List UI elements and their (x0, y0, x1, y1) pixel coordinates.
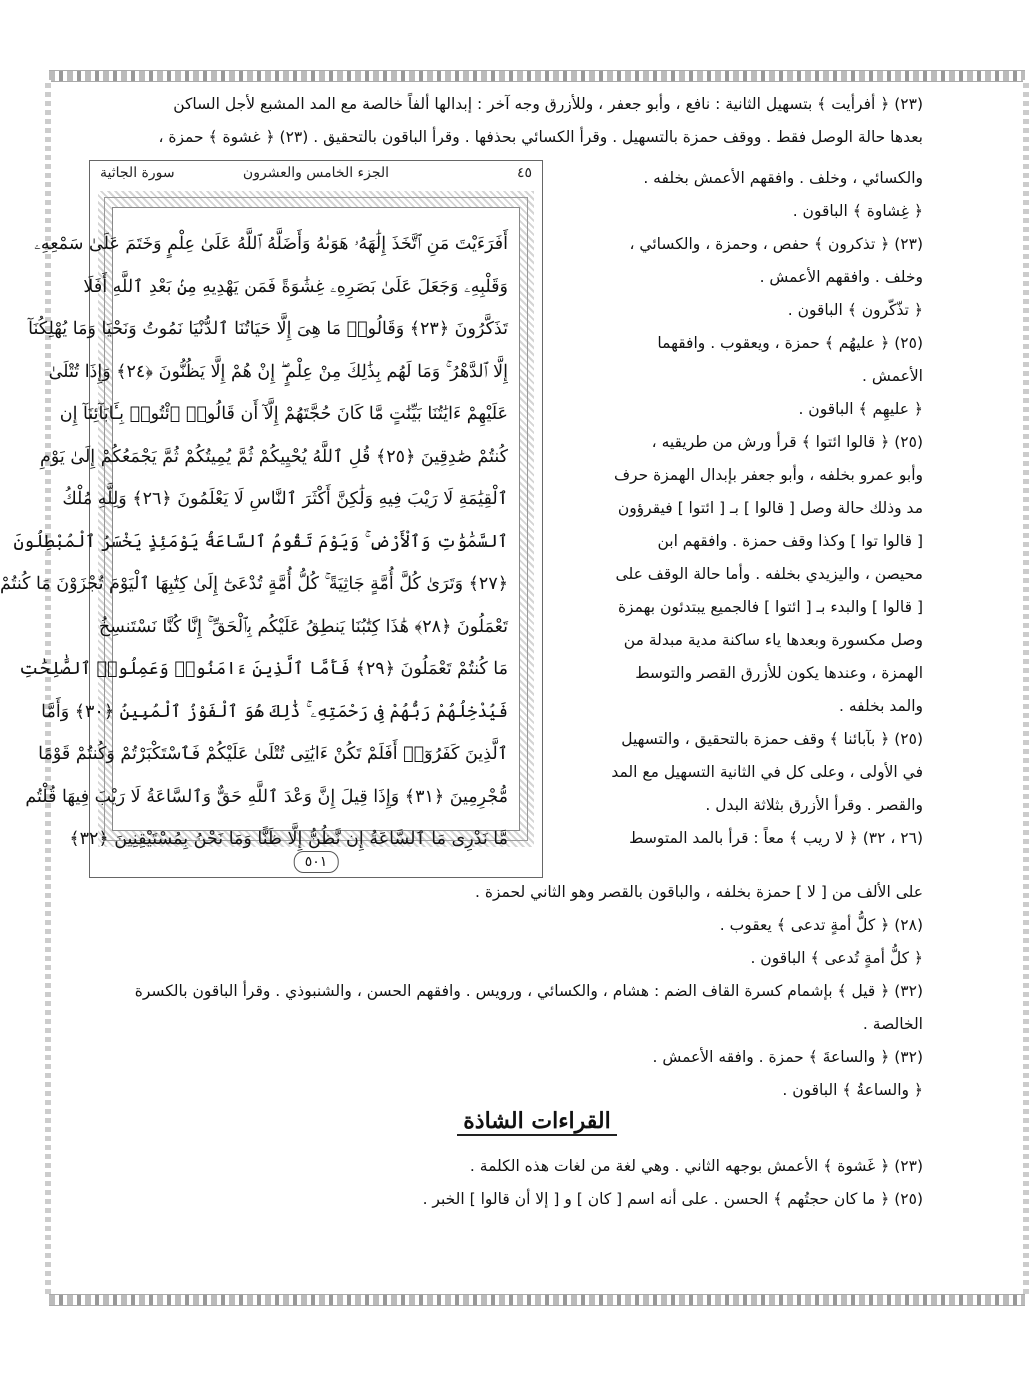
text-line: ﴿ والساعةُ ﴾ الباقون . (782, 1081, 923, 1099)
quran-line: مُّجْرِمِينَ ﴿٣١﴾ وَإِذَا قِيلَ إِنَّ وَعْدَ ٱللَّهِ حَقٌّ وَٱلسَّاعَةُ لَا رَيْبَ فِيهَا قُلْتُم (25, 786, 508, 807)
quran-line: كُنتُمْ صَٰدِقِينَ ﴿٢٥﴾ قُلِ ٱللَّهُ يُحْيِيكُمْ ثُمَّ يُمِيتُكُمْ ثُمَّ يَجْمَعُكُمْ إِلَىٰ يَوْمِ (40, 446, 508, 467)
text-line: (٢٦ ، ٣٢) ﴿ لا ريب ﴾ معاً : قرأ بالمد المتوسط (629, 829, 923, 847)
quran-line: ٱلسَّمَٰوَٰتِ وَٱلْأَرْضِ ۚ وَيَوْمَ تَقُومُ ٱلسَّاعَةُ يَوْمَئِذٍ يَخْسَرُ ٱلْمُبْطِلُونَ (13, 531, 508, 552)
text-line: الأعمش . (862, 367, 923, 385)
text-line: مد وذلك حالة وصل [ قالوا ] بـ [ ائتوا ] فيقرؤون (617, 499, 923, 517)
quran-line: عَلَيْهِمْ ءَايَٰتُنَا بَيِّنَٰتٍ مَّا كَانَ حُجَّتَهُمْ إِلَّآ أَن قَالُوا۟ ٱئْتُوا۟ بِـَٔابَآئِنَآ إِن (59, 404, 508, 424)
quran-line: ﴿٢٧﴾ وَتَرَىٰ كُلَّ أُمَّةٍ جَاثِيَةً ۚ كُلُّ أُمَّةٍ تُدْعَىٰٓ إِلَىٰ كِتَٰبِهَا ٱلْيَوْمَ تُجْزَوْنَ مَا كُنتُمْ (0, 574, 508, 594)
text-line: الخالصة . (862, 1015, 923, 1033)
text-line: (٢٥) ﴿ عليهُم ﴾ حمزة ، ويعقوب . وافقهما (657, 334, 923, 352)
quran-line: ٱلْقِيَٰمَةِ لَا رَيْبَ فِيهِ وَلَٰكِنَّ أَكْثَرَ ٱلنَّاسِ لَا يَعْلَمُونَ ﴿٢٦﴾ وَلِلَّهِ مُلْكُ (62, 489, 508, 509)
text-line: (٢٥) ﴿ ما كان حجتُهم ﴾ الحسن . على أنه اسم [ كان ] و [ إلا أن قالوا ] الخبر . (422, 1190, 923, 1208)
text-line: ﴿ تذّكّرون ﴾ الباقون . (787, 301, 923, 319)
text-line: (٢٣) ﴿ أفرأيت ﴾ بتسهيل الثانية : نافع ، وأبو جعفر ، وللأزرق وجه آخر : إبدالها ألفاً خالصة مع المد المشبع لأجل الساكن (173, 95, 923, 113)
quran-header-surah: سورة الجاثية (100, 165, 175, 181)
quran-page-number: ٥٠١ (294, 851, 339, 873)
text-line: محيصن ، واليزيدي بخلفه . وأما حالة الوقف على (615, 565, 923, 583)
text-line: بعدها حالة الوصل فقط . ووقف حمزة بالتسهيل . وقرأ الكسائي بحذفها . وقرأ الباقون بالتحقيق . (٢٣) ﴿ غشوة ﴾ حمزة ، (158, 128, 923, 146)
page-border-top (49, 70, 1025, 82)
top-commentary (89, 88, 923, 154)
quran-header-juz: الجزء الخامس والعشرون (242, 165, 390, 181)
text-line: ﴿ كلُّ أمةٍ تُدعى ﴾ الباقون . (750, 949, 923, 967)
text-line: (٢٥) ﴿ بآبائنا ﴾ وقف حمزة بالتحقيق ، والتسهيل (621, 730, 923, 748)
quran-line: تَعْمَلُونَ ﴿٢٨﴾ هَٰذَا كِتَٰبُنَا يَنطِقُ عَلَيْكُم بِٱلْحَقِّ ۚ إِنَّا كُنَّا نَسْتَنسِخُ (98, 616, 508, 637)
text-line: (٢٨) ﴿ كلُّ أمةٍ تدعى ﴾ يعقوب . (719, 916, 923, 934)
quran-verses (0, 223, 508, 861)
side-commentary (543, 162, 923, 855)
text-line: (٢٣) ﴿ غَشوة ﴾ الأعمش بوجهه الثاني . وهي لغة من لغات هذه الكلمة . (469, 1157, 923, 1175)
quran-line: إِلَّا ٱلدَّهْرُ ۚ وَمَا لَهُم بِذَٰلِكَ مِنْ عِلْمٍ ۖ إِنْ هُمْ إِلَّا يَظُنُّونَ ﴿٢٤﴾ وَإِذَا تُتْلَىٰ (48, 361, 508, 382)
section-heading-text: القراءات الشاذة (457, 1108, 617, 1136)
quran-header-page-number: ٤٥ (516, 165, 532, 181)
text-line: الهمزة ، وعندها يكون للأزرق القصر والتوسط (635, 664, 923, 682)
text-line: والمد بخلفه . (839, 697, 923, 715)
text-line: وأبو عمرو بخلفه ، وأبو جعفر بإبدال الهمزة حرف (613, 466, 923, 484)
quran-line: ٱلَّذِينَ كَفَرُوٓا۟ أَفَلَمْ تَكُنْ ءَايَٰتِى تُتْلَىٰ عَلَيْكُمْ فَٱسْتَكْبَرْتُمْ وَكُنتُمْ قَوْمًا (38, 744, 508, 764)
text-line: (٣٢) ﴿ والساعةَ ﴾ حمزة . وافقه الأعمش . (652, 1048, 923, 1066)
text-line: وخلف . وافقهم الأعمش . (759, 268, 923, 286)
quran-line: فَيُدْخِلُهُمْ رَبُّهُمْ فِى رَحْمَتِهِۦ ۚ ذَٰلِكَ هُوَ ٱلْفَوْزُ ٱلْمُبِينُ ﴿٣٠﴾ وَأَمَّا (41, 701, 508, 722)
text-line: ﴿ عليهِم ﴾ الباقون . (798, 400, 923, 418)
shadh-readings (89, 1150, 923, 1216)
quran-line: مَّا نَدْرِى مَا ٱلسَّاعَةُ إِن نَّظُنُّ إِلَّا ظَنًّا وَمَا نَحْنُ بِمُسْتَيْقِنِينَ ﴿٣٢﴾ (69, 829, 508, 849)
text-line: [ قالوا توا ] وكذا وقف حمزة . وافقهم ابن (657, 532, 923, 550)
quran-line: وَقَلْبِهِۦ وَجَعَلَ عَلَىٰ بَصَرِهِۦ غِشَٰوَةً فَمَن يَهْدِيهِ مِنۢ بَعْدِ ٱللَّهِ أَفَلَا (83, 276, 508, 297)
text-line: في الأولى ، وعلى كل في الثانية التسهيل مع المد (611, 763, 923, 781)
quran-line: تَذَكَّرُونَ ﴿٢٣﴾ وَقَالُوا۟ مَا هِىَ إِلَّا حَيَاتُنَا ٱلدُّنْيَا نَمُوتُ وَنَحْيَا وَمَا يُهْلِكُنَآ (28, 319, 508, 339)
page-border-bottom (49, 1294, 1025, 1306)
text-line: (٣٢) ﴿ قيل ﴾ بإشمام كسرة القاف الضم : هشام ، والكسائي ، ورويس . وافقهم الحسن ، والشنبوذي . وقرأ الباقون بالكسرة (134, 982, 923, 1000)
text-line: [ قالوا ] والبدء بـ [ ائتوا ] فالجميع يبتدئون بهمزة (617, 598, 923, 616)
text-line: وصل مكسورة وبعدها ياء ساكنة مدية مبدلة من (623, 631, 923, 649)
quran-line: أَفَرَءَيْتَ مَنِ ٱتَّخَذَ إِلَٰهَهُۥ هَوَىٰهُ وَأَضَلَّهُ ٱللَّهُ عَلَىٰ عِلْمٍ وَخَتَمَ عَلَىٰ سَمْعِهِۦ (34, 234, 508, 254)
text-line: على الألف من [ لا ] حمزة بخلفه ، والباقون بالقصر وهو الثاني لحمزة . (475, 883, 923, 901)
quran-page-box (0, 160, 543, 878)
text-line: (٢٥) ﴿ قالوا ائتوا ﴾ قرأ ورش من طريقيه ، (651, 433, 923, 451)
text-line: ﴿ غِشاوة ﴾ الباقون . (792, 202, 923, 220)
bottom-commentary (89, 876, 923, 1107)
quran-page-header (100, 165, 532, 187)
text-line: والقصر . وقرأ الأزرق بثلاثة البدل . (705, 796, 923, 814)
text-line: والكسائي ، وخلف . وافقهم الأعمش بخلفه . (643, 169, 923, 187)
text-line: (٢٣) ﴿ تذكرون ﴾ حفص ، وحمزة ، والكسائي ، (629, 235, 923, 253)
section-heading (41, 1108, 1033, 1134)
quran-line: مَا كُنتُمْ تَعْمَلُونَ ﴿٢٩﴾ فَأَمَّا ٱلَّذِينَ ءَامَنُوا۟ وَعَمِلُوا۟ ٱلصَّٰلِحَٰتِ (19, 659, 508, 679)
